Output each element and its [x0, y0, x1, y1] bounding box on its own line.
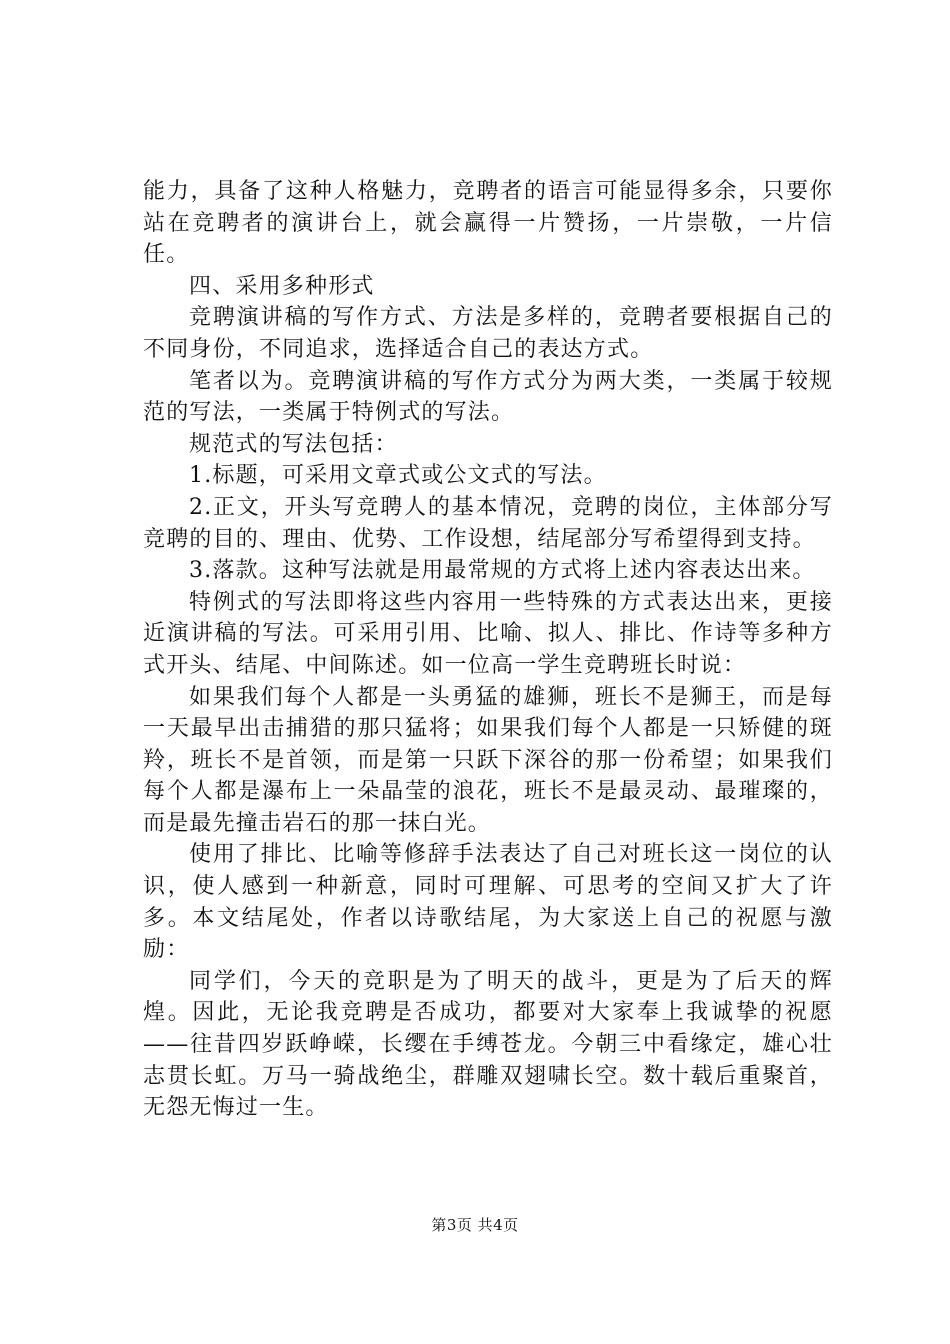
paragraph-5: 规范式的写法包括： [189, 431, 398, 457]
list-item-3: 3.落款。这种写法就是用最常规的方式将上述内容表达出来。 [189, 558, 816, 584]
section-heading: 四、采用多种形式 [189, 273, 375, 299]
list-item-1: 1.标题，可采用文章式或公文式的写法。 [189, 463, 607, 489]
paragraph-1: 能力，具备了这种人格魅力，竞聘者的语言可能显得多余，只要你站在竞聘者的演讲台上，就会赢得一片赞扬，一片崇敬，一片信任。 [143, 179, 833, 268]
paragraph-9: 特例式的写法即将这些内容用一些特殊的方式表达出来，更接近演讲稿的写法。可采用引用、比喻、拟人、排比、作诗等多种方式开头、结尾、中间陈述。如一位高一学生竞聘班长时说： [143, 589, 833, 678]
closing-paragraph: 同学们，今天的竞职是为了明天的战斗，更是为了后天的辉煌。因此，无论我竞聘是否成功，都要对大家奉上我诚挚的祝愿——往昔四岁跃峥嵘，长缨在手缚苍龙。今朝三中看缘定，雄心壮志贯长虹。万马一骑战绝尘，群雕双翅啸长空。数十载后重聚首，无怨无悔过一生。 [143, 968, 833, 1121]
document-body [143, 176, 833, 1124]
quote-paragraph: 如果我们每个人都是一头勇猛的雄狮，班长不是狮王，而是每一天最早出击捕猎的那只猛将；如果我们每个人都是一只矫健的斑羚，班长不是首领，而是第一只跃下深谷的那一份希望；如果我们每个人都是瀑布上一朵晶莹的浪花，班长不是最灵动、最璀璨的，而是最先撞击岩石的那一抹白光。 [143, 684, 833, 836]
list-item-2: 2.正文，开头写竞聘人的基本情况，竞聘的岗位，主体部分写竞聘的目的、理由、优势、工作设想，结尾部分写希望得到支持。 [143, 494, 833, 552]
page-footer: 第3页 共4页 [431, 1216, 519, 1234]
paragraph-3: 竞聘演讲稿的写作方式、方法是多样的，竞聘者要根据自己的不同身份，不同追求，选择适合自己的表达方式。 [143, 305, 833, 362]
paragraph-4: 笔者以为。竞聘演讲稿的写作方式分为两大类，一类属于较规范的写法，一类属于特例式的写法。 [143, 368, 833, 426]
paragraph-11: 使用了排比、比喻等修辞手法表达了自己对班长这一岗位的认识，使人感到一种新意，同时可理解、可思考的空间又扩大了许多。本文结尾处，作者以诗歌结尾，为大家送上自己的祝愿与激励： [143, 842, 833, 963]
